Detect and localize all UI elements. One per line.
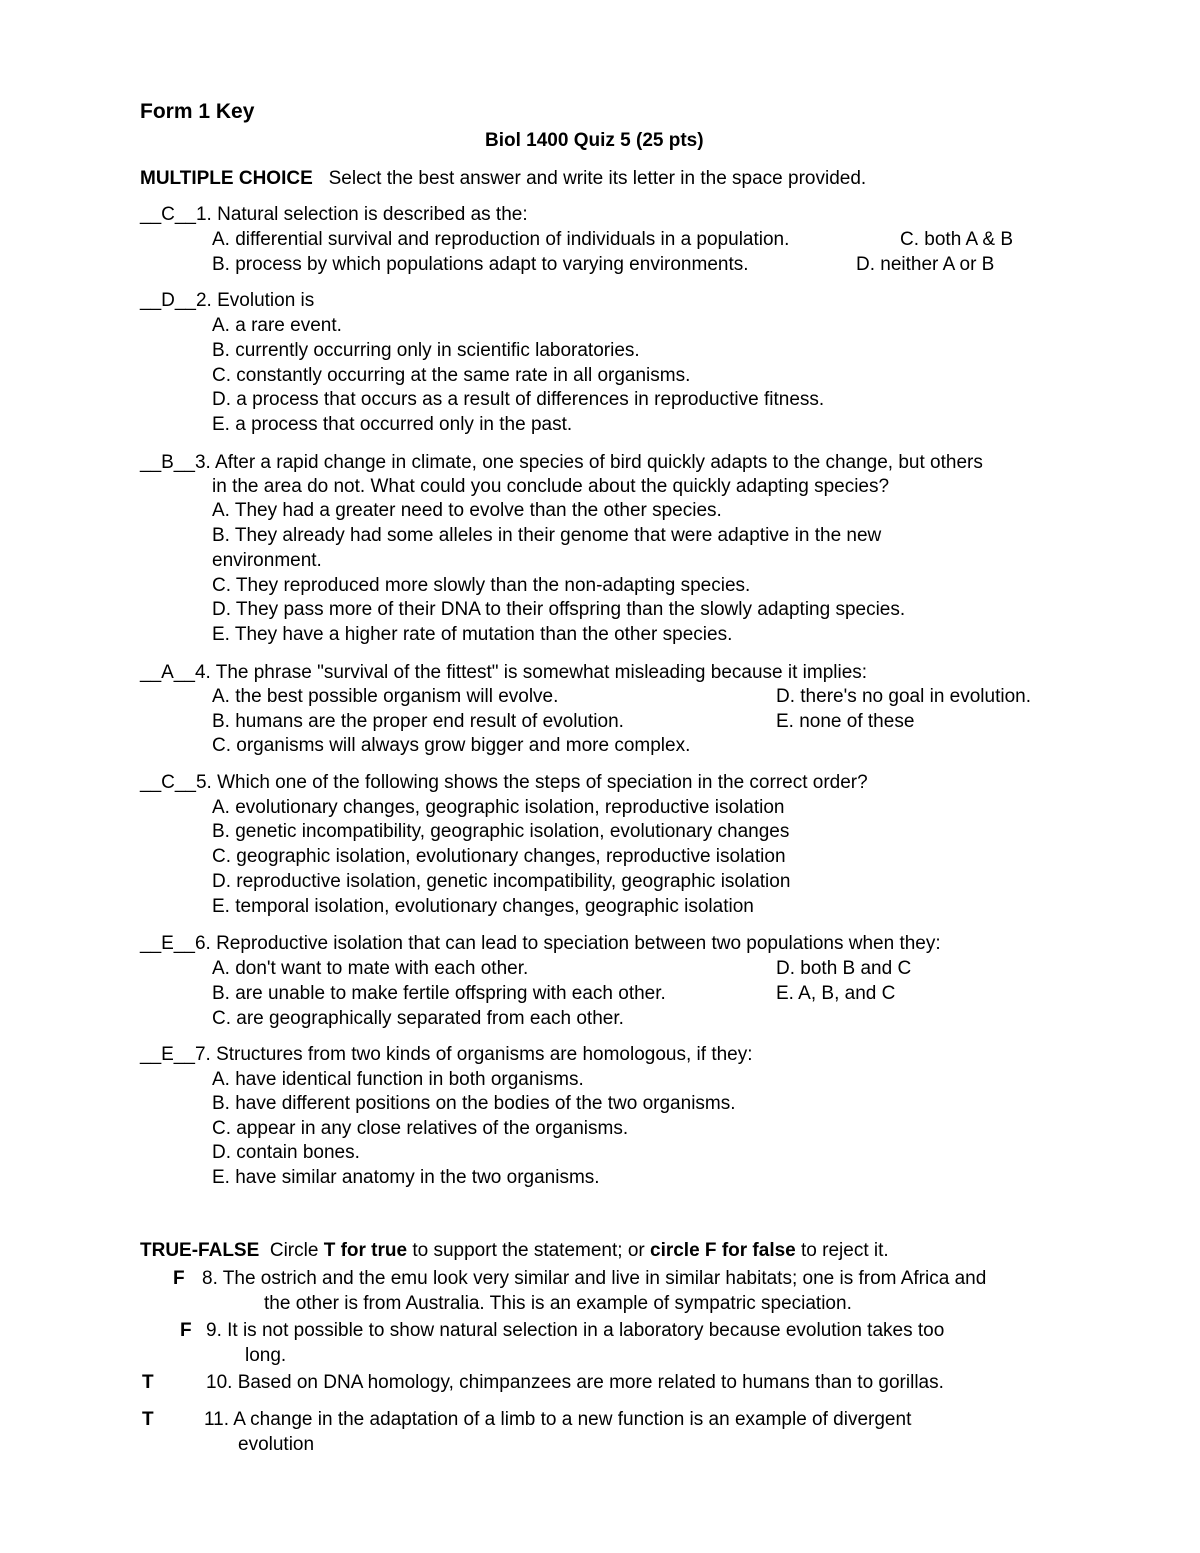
option-c: C. are geographically separated from each other. xyxy=(212,1008,624,1029)
tf-instr-false: circle F for false xyxy=(650,1240,796,1261)
mc-instructions-text: Select the best answer and write its letter in the space provided. xyxy=(328,168,867,189)
option-e: E. have similar anatomy in the two organisms. xyxy=(212,1167,600,1188)
question-stem: __E__6. Reproductive isolation that can lead to speciation between two populations when they: xyxy=(140,933,941,954)
option-a: A. the best possible organism will evolve. xyxy=(212,686,559,707)
tf-answer: T xyxy=(142,1372,154,1393)
question-stem: __E__7. Structures from two kinds of organisms are homologous, if they: xyxy=(140,1044,753,1065)
option-e: E. a process that occurred only in the past. xyxy=(212,414,573,435)
tf-statement: 8. The ostrich and the emu look very similar and live in similar habitats; one is from Africa and xyxy=(202,1268,987,1289)
option-b: B. currently occurring only in scientific laboratories. xyxy=(212,340,640,361)
option-e: E. They have a higher rate of mutation than the other species. xyxy=(212,624,733,645)
option-c: C. constantly occurring at the same rate in all organisms. xyxy=(212,365,691,386)
tf-instr-part2: to support the statement; or xyxy=(407,1240,650,1261)
tf-instr-part3: to reject it. xyxy=(795,1240,889,1261)
question-stem: __A__4. The phrase "survival of the fittest" is somewhat misleading because it implies: xyxy=(140,662,868,683)
question-stem-continued: in the area do not. What could you conclude about the quickly adapting species? xyxy=(212,476,890,497)
option-a: A. a rare event. xyxy=(212,315,342,336)
option-a: A. don't want to mate with each other. xyxy=(212,958,529,979)
tf-statement: 9. It is not possible to show natural selection in a laboratory because evolution takes too xyxy=(206,1320,945,1341)
option-b: B. are unable to make fertile offspring with each other. xyxy=(212,983,666,1004)
option-e: E. temporal isolation, evolutionary changes, geographic isolation xyxy=(212,896,754,917)
option-a: A. differential survival and reproduction of individuals in a population. xyxy=(212,229,790,250)
option-a: A. evolutionary changes, geographic isolation, reproductive isolation xyxy=(212,797,785,818)
option-d: D. both B and C xyxy=(776,958,912,979)
tf-answer: T xyxy=(142,1409,154,1430)
option-e: E. none of these xyxy=(776,711,915,732)
option-b: B. have different positions on the bodies of the two organisms. xyxy=(212,1093,736,1114)
option-a: A. have identical function in both organisms. xyxy=(212,1069,584,1090)
option-c: C. appear in any close relatives of the organisms. xyxy=(212,1118,629,1139)
tf-instr-part1: Circle xyxy=(269,1240,324,1261)
option-b: B. genetic incompatibility, geographic isolation, evolutionary changes xyxy=(212,821,790,842)
question-stem: __C__1. Natural selection is described as the: xyxy=(140,204,528,225)
tf-statement: 11. A change in the adaptation of a limb to a new function is an example of divergent xyxy=(204,1409,912,1430)
tf-statement-continued: long. xyxy=(245,1345,287,1366)
tf-heading: TRUE-FALSE xyxy=(140,1240,260,1261)
tf-statement-continued: the other is from Australia. This is an example of sympatric speciation. xyxy=(264,1293,852,1314)
option-d: D. contain bones. xyxy=(212,1142,360,1163)
question-stem: __D__2. Evolution is xyxy=(140,290,315,311)
option-d: D. They pass more of their DNA to their offspring than the slowly adapting species. xyxy=(212,599,906,620)
option-c: C. They reproduced more slowly than the non-adapting species. xyxy=(212,575,751,596)
tf-statement-continued: evolution xyxy=(238,1434,315,1455)
mc-heading: MULTIPLE CHOICE xyxy=(140,168,313,189)
option-b-continued: environment. xyxy=(212,550,322,571)
option-d: D. reproductive isolation, genetic incompatibility, geographic isolation xyxy=(212,871,791,892)
option-c: C. geographic isolation, evolutionary changes, reproductive isolation xyxy=(212,846,786,867)
option-a: A. They had a greater need to evolve than the other species. xyxy=(212,500,722,521)
tf-answer: F xyxy=(173,1268,185,1289)
form-key-label: Form 1 Key xyxy=(140,100,255,123)
option-c: C. both A & B xyxy=(900,229,1014,250)
page-title: Biol 1400 Quiz 5 (25 pts) xyxy=(485,130,704,151)
mc-instructions xyxy=(140,166,866,191)
option-c: C. organisms will always grow bigger and more complex. xyxy=(212,735,691,756)
question-stem: __B__3. After a rapid change in climate, one species of bird quickly adapts to the change, but others xyxy=(140,452,983,473)
option-d: D. there's no goal in evolution. xyxy=(776,686,1032,707)
question-stem: __C__5. Which one of the following shows the steps of speciation in the correct order? xyxy=(140,772,868,793)
option-b: B. humans are the proper end result of evolution. xyxy=(212,711,624,732)
option-b: B. They already had some alleles in their genome that were adaptive in the new xyxy=(212,525,882,546)
tf-answer: F xyxy=(180,1320,192,1341)
tf-instructions xyxy=(140,1238,889,1263)
tf-statement: 10. Based on DNA homology, chimpanzees are more related to humans than to gorillas. xyxy=(206,1372,944,1393)
option-d: D. a process that occurs as a result of differences in reproductive fitness. xyxy=(212,389,825,410)
option-e: E. A, B, and C xyxy=(776,983,896,1004)
option-d: D. neither A or B xyxy=(856,254,995,275)
tf-instr-true: T for true xyxy=(323,1240,408,1261)
option-b: B. process by which populations adapt to varying environments. xyxy=(212,254,749,275)
